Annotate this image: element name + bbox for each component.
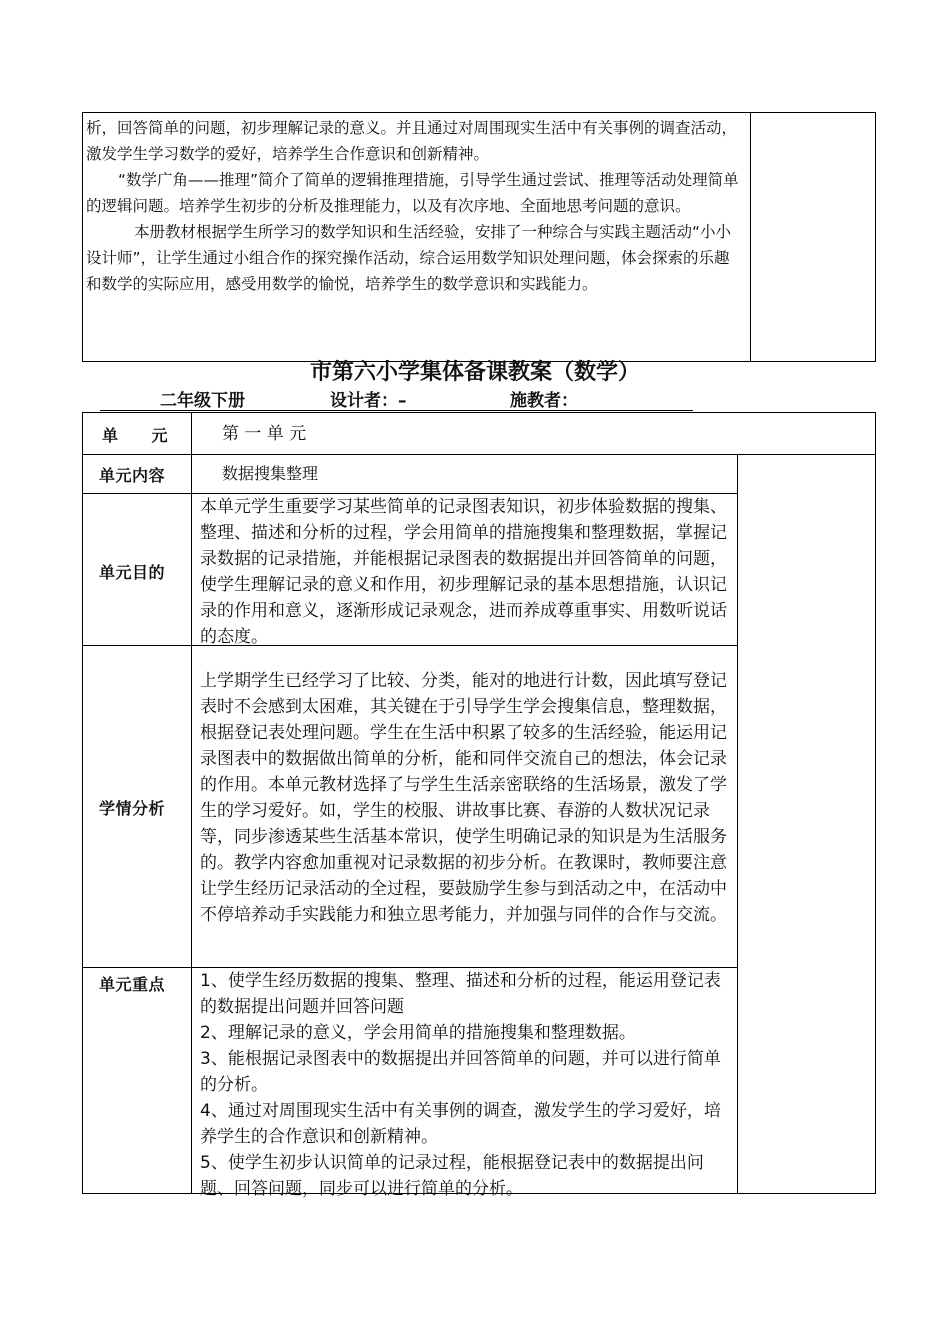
main-table-border-left xyxy=(82,412,83,1194)
top-paragraph-1: 析，回答简单的问题，初步理解记录的意义。并且通过对周围现实生活中有关事例的调查活动，激发学生学习数学的爱好，培养学生合作意识和创新精神。 xyxy=(86,119,738,163)
analysis-label: 学情分析 xyxy=(99,799,166,818)
unit-label: 单 元 xyxy=(102,426,169,445)
main-label-column-divider xyxy=(191,412,192,1194)
header-designer: 设计者：– xyxy=(330,391,407,411)
key-point-item: 4、通过对周围现实生活中有关事例的调查，激发学生的学习爱好，培养学生的合作意识和创新精神。 xyxy=(200,1101,721,1147)
top-paragraph-3: 本册教材根据学生所学习的数学知识和生活经验，安排了一种综合与实践主题活动“小小设计师”，让学生通过小组合作的探究操作活动，综合运用数学知识处理问题，体会探索的乐趣和数学的实际应用，感受用数学的愉悦，培养学生的数学意识和实践能力。 xyxy=(86,223,732,293)
top-table-divider xyxy=(750,112,751,362)
top-table-cell xyxy=(86,115,742,297)
key-points-list xyxy=(200,968,730,1202)
top-table-border-right xyxy=(875,112,876,362)
content-label: 单元内容 xyxy=(99,466,166,485)
analysis-text: 上学期学生已经学习了比较、分类，能对的地进行计数，因此填写登记表时不会感到太困难，其关键在于引导学生学会搜集信息，整理数据，根据登记表处理问题。学生在生活中积累了较多的生活经验，能运用记录图表中的数据做出简单的分析，能和同伴交流自己的想法，体会记录的作用。本单元教材选择了与学生生活亲密联络的生活场景，激发了学生的学习爱好。如，学生的校服、讲故事比赛、春游的人数状况记录等，同步渗透某些生活基本常识，使学生明确记录的知识是为生活服务的。教学内容愈加重视对记录数据的初步分析。在教课时，教师要注意让学生经历记录活动的全过程，要鼓励学生参与到活动之中，在活动中不停培养动手实践能力和独立思考能力，并加强与同伴的合作与交流。 xyxy=(200,671,727,925)
header-grade: 二年级下册 xyxy=(160,391,245,411)
main-notes-column-divider xyxy=(737,454,738,1194)
document-title: 市第六小学集体备课教案（数学） xyxy=(309,360,640,385)
main-table-border-top xyxy=(82,412,876,413)
unit-value: 第 一 单 元 xyxy=(222,424,307,444)
top-table-border-left xyxy=(82,112,83,362)
top-table-border-top xyxy=(82,112,876,113)
goal-text: 本单元学生重要学习某些简单的记录图表知识，初步体验数据的搜集、整理、描述和分析的过程，学会用简单的措施搜集和整理数据，掌握记录数据的记录措施，并能根据记录图表的数据提出并回答简单的问题，使学生理解记录的意义和作用，初步理解记录的基本思想措施，认识记录的作用和意义，逐渐形成记录观念，进而养成尊重事实、用数听说话的态度。 xyxy=(200,497,727,647)
header-teacher: 施教者： xyxy=(510,391,578,411)
main-row-divider-1 xyxy=(82,454,876,455)
main-table-border-right xyxy=(875,412,876,1194)
content-value: 数据搜集整理 xyxy=(222,464,319,483)
key-point-item: 2、理解记录的意义，学会用简单的措施搜集和整理数据。 xyxy=(200,1023,636,1043)
key-point-item: 5、使学生初步认识简单的记录过程，能根据登记表中的数据提出问题、回答问题，同步可以进行简单的分析。 xyxy=(200,1153,704,1199)
key-point-item: 3、能根据记录图表中的数据提出并回答简单的问题，并可以进行简单的分析。 xyxy=(200,1049,721,1095)
top-paragraph-2: “数学广角——推理”简介了简单的逻辑推理措施，引导学生通过尝试、推理等活动处理简单的逻辑问题。培养学生初步的分析及推理能力，以及有次序地、全面地思考问题的意识。 xyxy=(86,171,739,215)
goal-label: 单元目的 xyxy=(99,563,166,582)
key-label: 单元重点 xyxy=(99,975,166,994)
key-point-item: 1、使学生经历数据的搜集、整理、描述和分析的过程，能运用登记表的数据提出问题并回答问题 xyxy=(200,971,721,1017)
